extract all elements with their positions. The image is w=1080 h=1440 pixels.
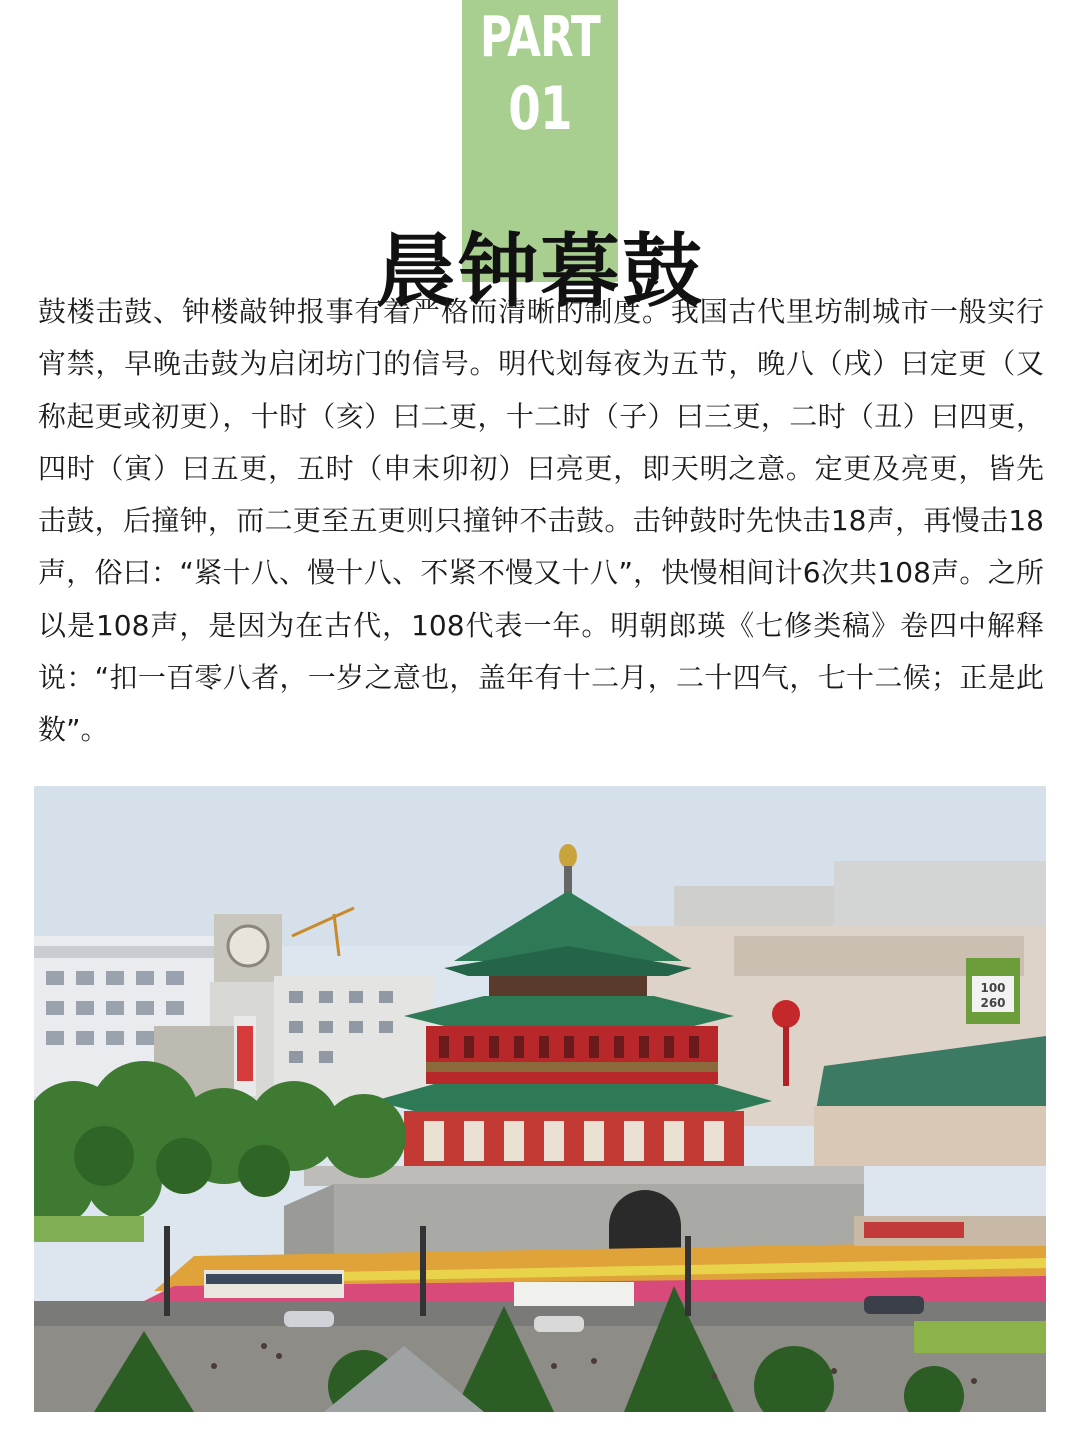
photo-lower-wall <box>404 1111 744 1166</box>
part-number: 01 <box>508 74 572 144</box>
part-label: PART <box>479 5 601 70</box>
page-title: 晨钟暮鼓 <box>376 224 704 318</box>
photo-finial <box>559 844 577 868</box>
body-paragraph: 鼓楼击鼓、钟楼敲钟报事有着严格而清晰的制度。我国古代里坊制城市一般实行宵禁，早晚击鼓为启闭坊门的信号。明代划每夜为五节，晚八（戌）曰定更（又称起更或初更），十时（亥）曰二更，十二时（子）曰三更，二时（丑）曰四更，四时（寅）曰五更，五时（申末卯初）曰亮更，即天明之意。定更及亮更，皆先击鼓，后撞钟，而二更至五更则只撞钟不击鼓。击钟鼓时先快击18声，再慢击18声，俗曰：“紧十八、慢十八、不紧不慢又十八”，快慢相间计6次共108声。之所以是108声，是因为在古代，108代表一年。明朝郎瑛《七修类稿》卷四中解释说：“扣一百零八者，一岁之意也，盖年有十二月，二十四气，七十二候；正是此数”。 <box>38 295 1044 747</box>
svg-text:260: 260 <box>980 996 1006 1010</box>
svg-text:100: 100 <box>980 981 1006 995</box>
bell-tower-photo <box>34 786 1046 1412</box>
photo-roof-lower <box>374 1084 772 1111</box>
